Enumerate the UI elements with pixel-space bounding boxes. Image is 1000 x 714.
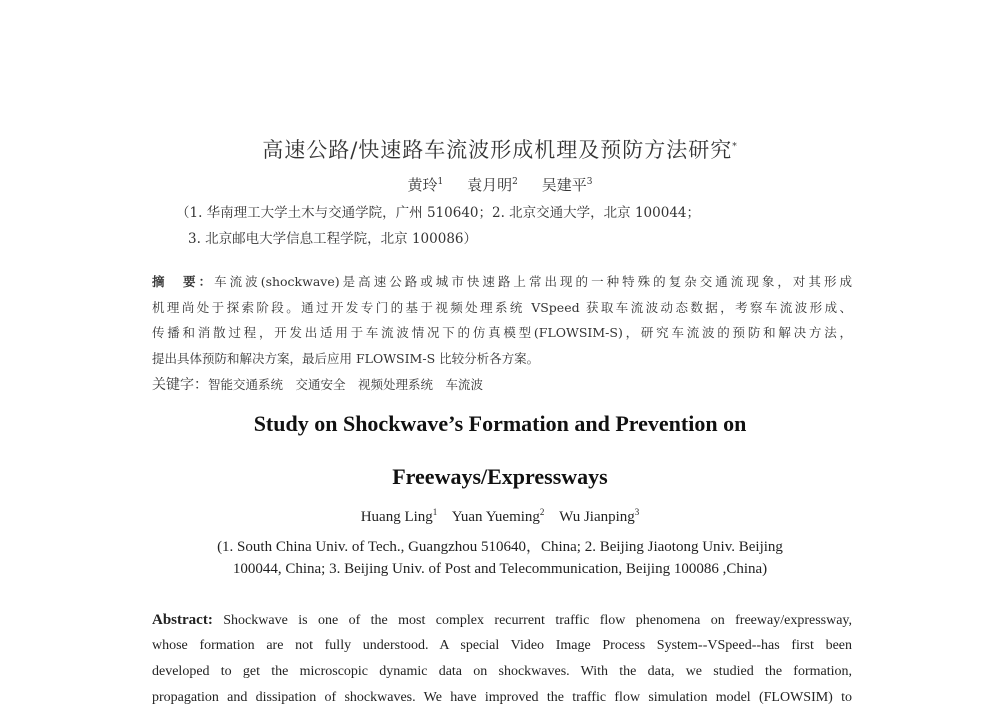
author-name: Yuan Yueming — [451, 509, 540, 525]
author — [467, 176, 518, 194]
chinese-abstract-line: 传播和消散过程，开发出适用于车流波情况下的仿真模型(FLOWSIM-S)，研究车流波的预防和解决方法， — [152, 325, 852, 340]
author — [408, 176, 444, 194]
chinese-affiliation-line: （1. 华南理工大学土木与交通学院，广州 510640；2. 北京交通大学，北京 100044； — [176, 205, 700, 221]
chinese-authors — [0, 174, 1000, 195]
author — [559, 509, 639, 525]
author-sup: 1 — [437, 177, 444, 187]
abstract-label: Abstract: — [152, 612, 213, 628]
chinese-abstract-line: 提出具体预防和解决方案，最后应用 FLOWSIM-S 比较分析各方案。 — [152, 351, 540, 366]
english-affiliation-line: 100044, China; 3. Beijing Univ. of Post and Telecommunication, Beijing 100086 ,China) — [232, 561, 768, 577]
author-sup: 2 — [539, 507, 545, 517]
abstract-text: 车流波(shockwave)是高速公路或城市快速路上常出现的一种特殊的复杂交通流现象，对其形成 — [214, 274, 852, 289]
abstract-text: Shockwave is one of the most complex recurrent traffic flow phenomena on freeway/expressway, — [223, 613, 853, 628]
english-affiliation-line: (1. South China Univ. of Tech., Guangzhou 510640，China; 2. Beijing Jiaotong Univ. Beijing — [217, 539, 783, 555]
author-name: 袁月明 — [467, 176, 513, 194]
keywords-text: 智能交通系统 交通安全 视频处理系统 车流波 — [208, 377, 484, 392]
author — [542, 176, 593, 194]
english-abstract-line: developed to get the microscopic dynamic data on shockwaves. With the data, we studied the formation, — [152, 664, 852, 679]
author-name: 吴建平 — [541, 176, 587, 194]
author-sup: 2 — [512, 177, 518, 187]
english-title-line: Study on Shockwave’s Formation and Prevention on — [253, 411, 747, 436]
chinese-affiliation-line: 3. 北京邮电大学信息工程学院，北京 100086） — [188, 231, 477, 247]
chinese-abstract-line: 机理尚处于探索阶段。通过开发专门的基于视频处理系统 VSpeed 获取车流波动态数据，考察车流波形成、 — [152, 300, 852, 315]
keywords-label: 关键字： — [152, 377, 208, 393]
english-abstract-line — [152, 612, 852, 629]
abstract-label: 摘 要： — [152, 274, 215, 289]
title-footnote-mark: * — [732, 142, 738, 152]
author-sup: 1 — [432, 507, 438, 517]
chinese-title — [0, 134, 1000, 164]
author-sup: 3 — [634, 507, 640, 517]
english-authors — [0, 507, 1000, 526]
chinese-keywords — [152, 374, 852, 394]
chinese-title-text: 高速公路/快速路车流波形成机理及预防方法研究 — [262, 138, 733, 162]
english-title-line: Freeways/Expressways — [392, 464, 608, 489]
author-sup: 3 — [586, 177, 593, 187]
chinese-abstract-line — [152, 272, 852, 290]
author-name: Huang Ling — [360, 509, 433, 525]
author-name: 黄玲 — [407, 176, 438, 194]
english-abstract-line: propagation and dissipation of shockwaves. We have improved the traffic flow simulation model (FLOWSIM) to — [152, 690, 852, 705]
author — [361, 509, 438, 525]
author — [452, 509, 545, 525]
english-abstract-line: whose formation are not fully understood. A special Video Image Process System--VSpeed--has first been — [152, 638, 852, 653]
author-name: Wu Jianping — [559, 509, 635, 525]
